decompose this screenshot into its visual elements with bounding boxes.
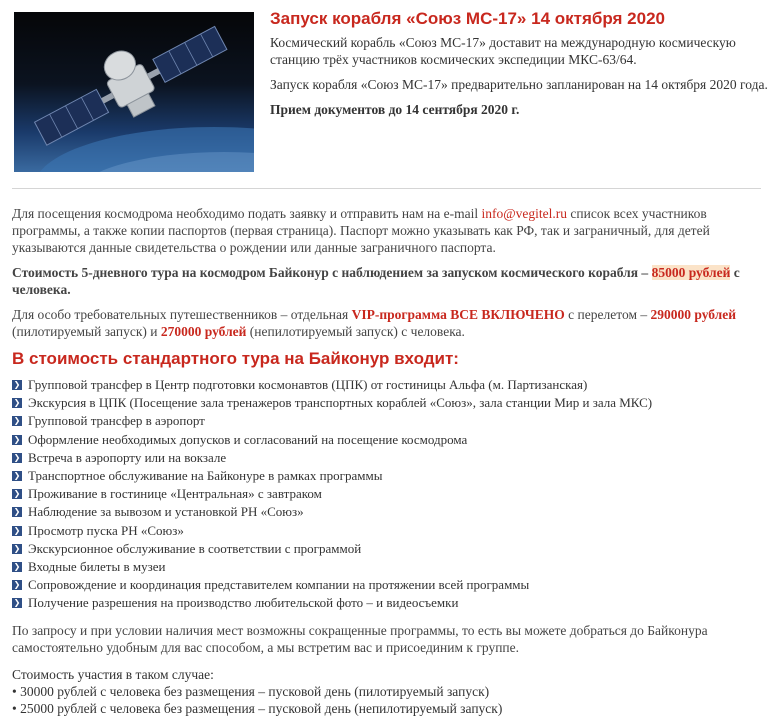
short-cost-title: Стоимость участия в таком случае: <box>12 667 214 683</box>
list-item-label: Проживание в гостинице «Центральная» с завтраком <box>28 486 322 502</box>
chevron-right-icon: ❯ <box>13 507 21 517</box>
chevron-right-icon: ❯ <box>13 598 21 608</box>
list-item <box>12 394 761 412</box>
deadline-text: Прием документов до 14 сентября 2020 г. <box>270 102 520 117</box>
included-heading: В стоимость стандартного тура на Байконур входит: <box>12 349 459 368</box>
chevron-right-icon: ❯ <box>13 580 21 590</box>
list-item-label: Встреча в аэропорту или на вокзале <box>28 449 227 465</box>
chevron-right-icon: ❯ <box>13 434 21 444</box>
chevron-right-icon: ❯ <box>13 489 21 499</box>
list-item-label: Сопровождение и координация представителем компании на протяжении всей программы <box>28 577 530 593</box>
vip-text-4: (непилотируемый запуск) с человека. <box>246 324 465 339</box>
intro-paragraph-2: Запуск корабля «Союз МС-17» предварительно запланирован на 14 октября 2020 года. <box>270 77 768 92</box>
vip-program-link[interactable]: VIP-программа ВСЕ ВКЛЮЧЕНО <box>351 307 565 322</box>
article-intro <box>270 8 770 126</box>
list-item-label: Оформление необходимых допусков и согласований на посещение космодрома <box>28 431 468 447</box>
included-list <box>12 376 761 612</box>
short-program-info <box>12 622 761 717</box>
intro-paragraph-1: Космический корабль «Союз МС-17» доставит на международную космическую станцию трёх участников космических экспедиции МКС-63/64. <box>270 35 736 67</box>
page-title: Запуск корабля «Союз МС-17» 14 октября 2020 <box>270 9 666 28</box>
vip-price-unmanned: 270000 рублей <box>160 324 247 339</box>
short-cost-manned: • 30000 рублей с человека без размещения – пусковой день (пилотируемый запуск) <box>12 684 490 700</box>
tour-price: 85000 рублей <box>651 265 731 280</box>
visit-text: Для посещения космодрома необходимо подать заявку и отправить нам на e-mail <box>12 206 482 221</box>
chevron-right-icon: ❯ <box>13 416 21 426</box>
list-item-label: Групповой трансфер в аэропорт <box>28 413 205 429</box>
short-program-text: По запросу и при условии наличия мест возможны сокращенные программы, то есть вы можете добраться до Байконура самостоятельно удобным для вас способом, а мы встретим вас и присоединим к группе. <box>12 623 708 656</box>
chevron-right-icon: ❯ <box>13 525 21 535</box>
divider <box>12 188 761 189</box>
cost-text: Стоимость 5-дневного тура на космодром Байконур с наблюдением за запуском космического корабля – <box>12 265 652 280</box>
list-item <box>12 485 761 503</box>
list-item-label: Транспортное обслуживание на Байконуре в рамках программы <box>28 467 383 483</box>
list-item-label: Просмотр пуска РН «Союз» <box>28 522 184 538</box>
list-item <box>12 558 761 576</box>
article-header <box>12 0 768 182</box>
list-item <box>12 594 761 612</box>
list-item-label: Получение разрешения на производство любительской фото – и видеосъемки <box>28 595 459 611</box>
chevron-right-icon: ❯ <box>13 470 21 480</box>
list-item-label: Экскурсия в ЦПК (Посещение зала тренажеров транспортных кораблей «Союз», зала станции Мир и зала МКС) <box>28 395 653 411</box>
visit-instructions <box>12 205 761 256</box>
list-item-label: Наблюдение за вывозом и установкой РН «Союз» <box>28 504 304 520</box>
list-item-label: Входные билеты в музеи <box>28 558 166 574</box>
spacecraft-illustration <box>14 12 254 172</box>
visit-text-continued: список всех участников программы, а также копии паспортов (первая страница). Паспорт можно указывать как РФ, так и заграничный, для детей указываются данные свидетельства о рождении или данные заграничного паспорта. <box>12 206 710 255</box>
list-item-label: Групповой трансфер в Центр подготовки космонавтов (ЦПК) от гостиницы Альфа (м. Партизанская) <box>28 377 588 392</box>
list-item <box>12 503 761 521</box>
vip-text-2: с перелетом – <box>564 307 651 322</box>
chevron-right-icon: ❯ <box>13 380 21 389</box>
list-item <box>12 467 761 485</box>
vip-text-3: (пилотируемый запуск) и <box>12 324 161 339</box>
email-link[interactable]: info@vegitel.ru <box>481 206 568 221</box>
vip-price-manned: 290000 рублей <box>650 307 737 322</box>
cost-suffix: с человека. <box>12 265 740 297</box>
vip-offer <box>12 306 761 340</box>
short-cost-unmanned: • 25000 рублей с человека без размещения – пусковой день (непилотируемый запуск) <box>12 701 503 717</box>
soyuz-spacecraft-photo <box>14 12 254 172</box>
chevron-right-icon: ❯ <box>13 452 21 462</box>
list-item <box>12 431 761 449</box>
list-item <box>12 412 761 430</box>
list-item <box>12 376 761 394</box>
list-item <box>12 540 761 558</box>
list-item-label: Экскурсионное обслуживание в соответствии с программой <box>28 540 362 556</box>
tour-info <box>12 205 761 717</box>
list-item <box>12 449 761 467</box>
chevron-right-icon: ❯ <box>13 543 21 553</box>
chevron-right-icon: ❯ <box>13 398 21 408</box>
list-item <box>12 522 761 540</box>
chevron-right-icon: ❯ <box>13 561 21 571</box>
list-item <box>12 576 761 594</box>
tour-cost <box>12 264 761 298</box>
vip-text: Для особо требовательных путешественников – отдельная <box>12 307 352 322</box>
